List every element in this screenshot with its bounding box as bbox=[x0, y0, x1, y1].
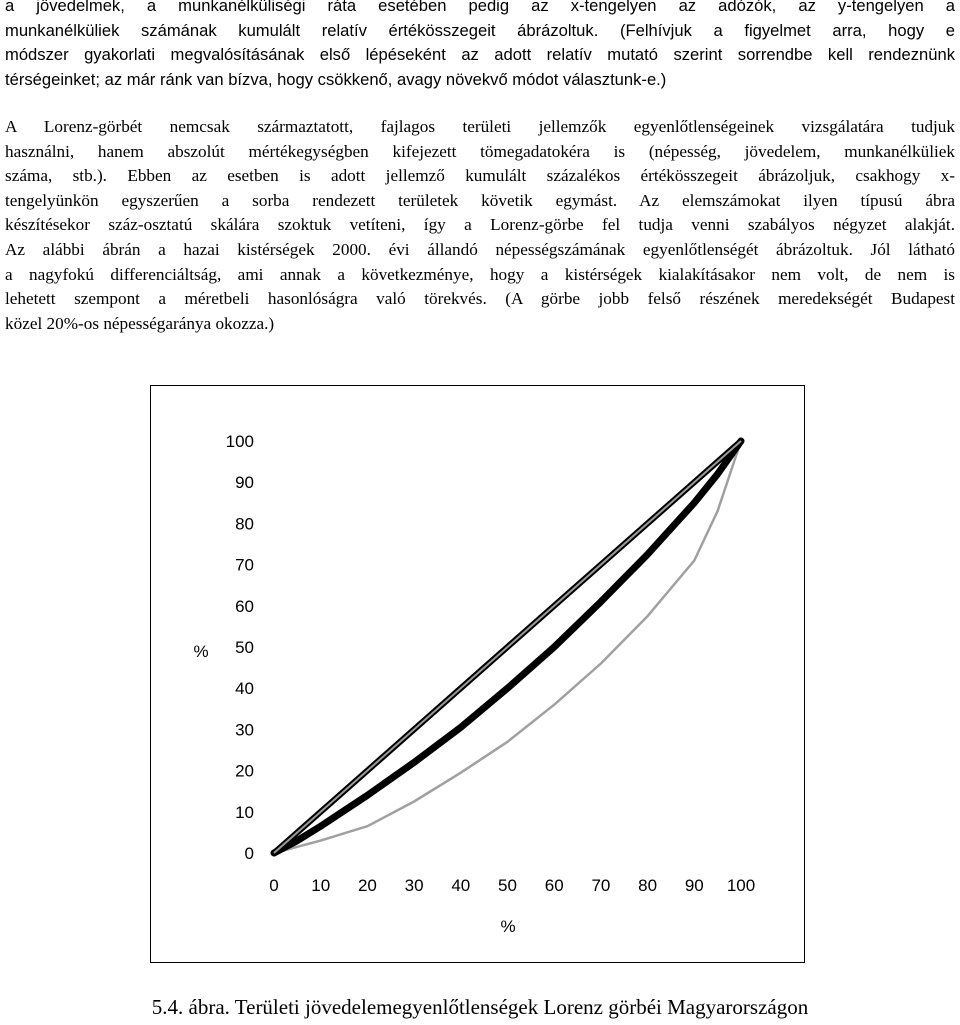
y-tick-label: 70 bbox=[235, 555, 254, 575]
x-tick-label: 50 bbox=[498, 876, 517, 895]
y-axis-label: % bbox=[193, 642, 209, 661]
lorenz-chart bbox=[150, 385, 805, 963]
figure-caption: 5.4. ábra. Területi jövedelemegyenlőtlenségek Lorenz görbéi Magyarországon bbox=[151, 995, 809, 1019]
y-tick-label: 40 bbox=[235, 679, 254, 699]
text-line: A Lorenz-görbét nemcsak származtatott, fajlagos területi jellemzők egyenlőtlenségeinek vizsgálatára tudjuk bbox=[5, 117, 955, 136]
y-tick-label: 50 bbox=[235, 638, 254, 657]
text-line: Az alábbi ábrán a hazai kistérségek 2000. évi állandó népességszámának egyenlőtlenségét ábrázoltuk. Jól látható bbox=[5, 239, 955, 259]
text-line: lehetett szempont a méretbeli hasonlóságra való törekvés. (A görbe jobb felső részének meredekségét Budapest bbox=[5, 289, 955, 309]
x-tick-label: 60 bbox=[544, 876, 564, 895]
text-line: térségeinket; az már ránk van bízva, hogy csökkenő, avagy növekvő módot választunk-e.) bbox=[5, 69, 667, 89]
y-tick-label: 10 bbox=[235, 802, 254, 822]
y-tick-label: 30 bbox=[235, 720, 254, 740]
y-tick-label: 90 bbox=[235, 473, 254, 493]
text-line: közel 20%-os népességaránya okozza.) bbox=[5, 313, 275, 333]
paragraph-lorenz-explanation bbox=[5, 115, 955, 336]
x-tick-label: 70 bbox=[591, 876, 611, 895]
x-tick-label: 0 bbox=[269, 876, 279, 895]
text-line: száma, stb.). Ebben az esetben is adott jellemző kumulált százalékos értékösszegeit ábrázoljuk, csakhogy x- bbox=[5, 166, 955, 186]
x-tick-label: 40 bbox=[451, 876, 471, 895]
x-tick-label: 20 bbox=[357, 876, 377, 895]
x-tick-label: 30 bbox=[404, 876, 424, 895]
text-line: a jövedelmek, a munkanélküliségi ráta esetében pedig az x-tengelyen az adózók, az y-tengelyen a bbox=[5, 0, 955, 15]
text-line: módszer gyakorlati megvalósításának első lépéseként az adott relatív mutató szerint sorrendbe kell rendeznünk bbox=[5, 45, 955, 65]
text-line: a nagyfokú differenciáltság, ami annak a következménye, hogy a kistérségek kialakításakor nem volt, de nem is bbox=[5, 264, 955, 284]
text-line: munkanélküliek számának kumulált relatív értékösszegeit ábrázoltuk. (Felhívjuk a figyelmet arra, hogy e bbox=[5, 20, 955, 40]
text-line: készítésekor száz-osztatú skálára szoktuk vetíteni, így a Lorenz-görbe fel tudja venni szabályos négyzet alakját. bbox=[5, 215, 955, 235]
x-tick-label: 100 bbox=[726, 876, 756, 895]
x-tick-label: 10 bbox=[311, 876, 331, 895]
lorenz-chart-svg bbox=[151, 386, 806, 964]
y-tick-label: 60 bbox=[235, 596, 254, 616]
y-tick-label: 0 bbox=[244, 844, 254, 863]
y-tick-label: 80 bbox=[235, 514, 254, 534]
paragraph-intro bbox=[5, 0, 955, 92]
x-tick-label: 80 bbox=[638, 876, 658, 895]
y-tick-label: 20 bbox=[235, 761, 254, 781]
text-line: tengelyünkön egyszerűen a sorba rendezett területek követik egymást. Az elemszámokat ilyen típusú ábra bbox=[5, 190, 955, 210]
x-axis-label: % bbox=[500, 917, 516, 936]
y-tick-label: 100 bbox=[225, 432, 254, 451]
x-tick-label: 90 bbox=[684, 876, 704, 895]
equality-line-inner bbox=[274, 441, 741, 853]
text-line: használni, hanem abszolút mértékegységben kifejezett tömegadatokéra is (népesség, jövedelem, munkanélküliek bbox=[5, 141, 955, 161]
